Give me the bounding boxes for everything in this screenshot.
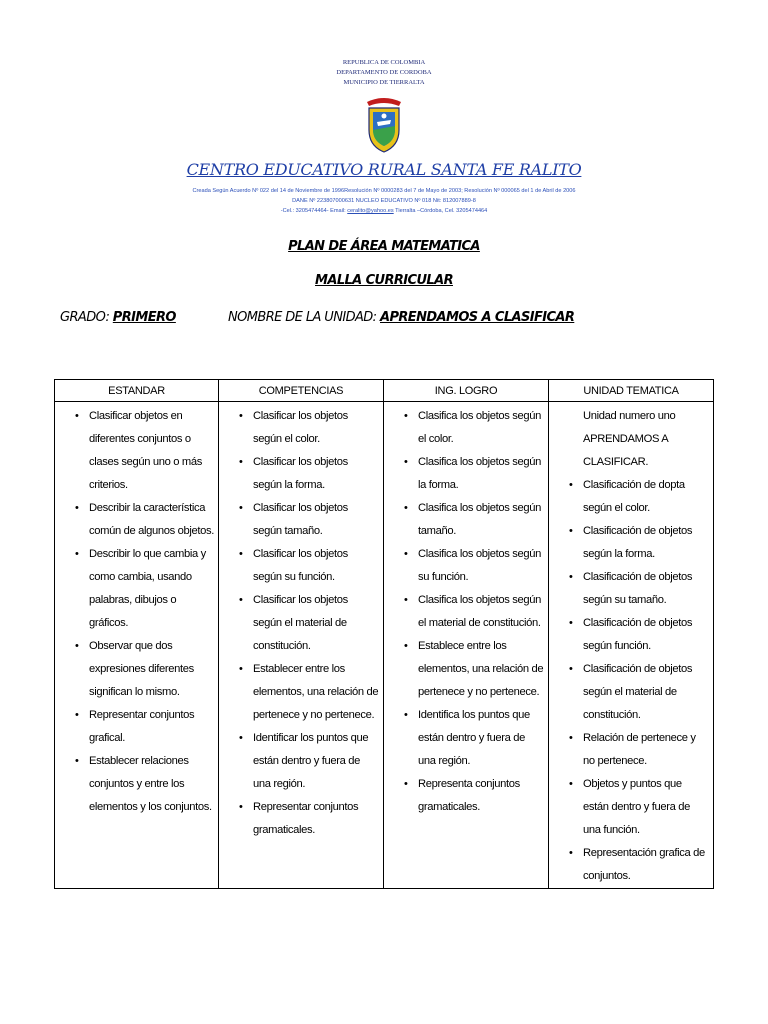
list-item: • Clasifica los objetos según tamaño. [384, 497, 544, 543]
unidad-intro-line: APRENDAMOS A CLASIFICAR. [583, 433, 668, 468]
table-row [55, 402, 714, 889]
header-estandar: ESTANDAR [55, 380, 219, 402]
list-item: • Establecer relaciones conjuntos y entre los elementos y los conjuntos. [55, 750, 214, 819]
header-competencias: COMPETENCIAS [219, 380, 384, 402]
grade-field [60, 310, 176, 325]
list-item: • Clasificación de objetos según el material de constitución. [549, 658, 709, 727]
header-unidad-tematica: UNIDAD TEMATICA [549, 380, 714, 402]
list-item: • Clasificación de objetos según su tamaño. [549, 566, 709, 612]
grade-value: PRIMERO [112, 310, 176, 325]
list-item: • Relación de pertenece y no pertenece. [549, 727, 709, 773]
estandar-list [55, 405, 214, 819]
competencias-list [219, 405, 379, 842]
school-crest-icon [363, 96, 405, 154]
list-item: • Objetos y puntos que están dentro y fuera de una función. [549, 773, 709, 842]
logro-cell [384, 402, 549, 889]
curriculum-table [54, 379, 714, 889]
list-item: • Clasificar objetos en diferentes conjuntos o clases según uno o más criterios. [55, 405, 214, 497]
estandar-cell [55, 402, 219, 889]
list-item: • Describir lo que cambia y como cambia, usando palabras, dibujos o gráficos. [55, 543, 214, 635]
unit-field [228, 310, 574, 325]
unit-value: APRENDAMOS A CLASIFICAR [380, 310, 575, 325]
list-item: • Representar conjuntos gramaticales. [219, 796, 379, 842]
competencias-cell [219, 402, 384, 889]
logro-list [384, 405, 544, 819]
gov-line: MUNICIPIO DE TIERRALTA [343, 79, 425, 86]
list-item: • Clasificar los objetos según su función. [219, 543, 379, 589]
gov-line: DEPARTAMENTO DE CORDOBA [336, 69, 432, 76]
list-item: • Clasificación de dopta según el color. [549, 474, 709, 520]
list-item: • Representa conjuntos gramaticales. [384, 773, 544, 819]
grade-label: GRADO: [60, 310, 113, 325]
school-info [0, 186, 768, 216]
table-header-row [55, 380, 714, 402]
info-line-resolution: Creada Según Acuerdo Nº 022 del 14 de Noviembre de 1996Resolución Nº 0000283 del 7 de Mayo de 2003; Resolución Nº 000065 del 1 de Abril de 2006 [192, 188, 576, 194]
list-item: • Establece entre los elementos, una relación de pertenece y no pertenece. [384, 635, 544, 704]
government-header [0, 58, 768, 88]
list-item: • Clasificar los objetos según tamaño. [219, 497, 379, 543]
list-item: • Clasifica los objetos según su función. [384, 543, 544, 589]
contact-prefix: -Cel.: 3205474464- Email: [280, 208, 348, 214]
info-line-dane: DANE Nº 223807000631 NUCLEO EDUCATIVO Nº 018 Nit: 812007889-8 [292, 198, 476, 204]
contact-suffix: Tierralta –Córdoba, Cel. 3205474464 [393, 208, 488, 214]
list-item: • Observar que dos expresiones diferentes significan lo mismo. [55, 635, 214, 704]
list-item: • Clasifica los objetos según el color. [384, 405, 544, 451]
unidad-intro-line: Unidad numero uno [583, 410, 676, 422]
list-item: • Describir la característica común de algunos objetos. [55, 497, 214, 543]
list-item: • Identifica los puntos que están dentro y fuera de una región. [384, 704, 544, 773]
plan-title: PLAN DE ÁREA MATEMATICA [288, 239, 480, 254]
list-item: • Establecer entre los elementos, una relación de pertenece y no pertenece. [219, 658, 379, 727]
school-name: CENTRO EDUCATIVO RURAL SANTA FE RALITO [186, 160, 582, 179]
email-link[interactable]: ceralito@yahoo.es [347, 208, 394, 214]
list-item: • Clasifica los objetos según la forma. [384, 451, 544, 497]
unidad-cell [549, 402, 714, 889]
list-item: • Identificar los puntos que están dentro y fuera de una región. [219, 727, 379, 796]
list-item: • Clasificar los objetos según la forma. [219, 451, 379, 497]
gov-line: REPUBLICA DE COLOMBIA [342, 59, 426, 66]
info-line-contact [0, 206, 768, 216]
list-item: • Representar conjuntos grafical. [55, 704, 214, 750]
list-item: • Representación grafica de conjuntos. [549, 842, 709, 888]
list-item: • Clasificar los objetos según el color. [219, 405, 379, 451]
list-item: • Clasificación de objetos según la forma. [549, 520, 709, 566]
list-item: • Clasificación de objetos según función. [549, 612, 709, 658]
list-item: • Clasifica los objetos según el material de constitución. [384, 589, 544, 635]
unit-label: NOMBRE DE LA UNIDAD: [228, 310, 380, 325]
unidad-list [549, 474, 709, 888]
malla-title: MALLA CURRICULAR [315, 273, 453, 288]
header-logro: ING. LOGRO [384, 380, 549, 402]
list-item: • Clasificar los objetos según el material de constitución. [219, 589, 379, 658]
